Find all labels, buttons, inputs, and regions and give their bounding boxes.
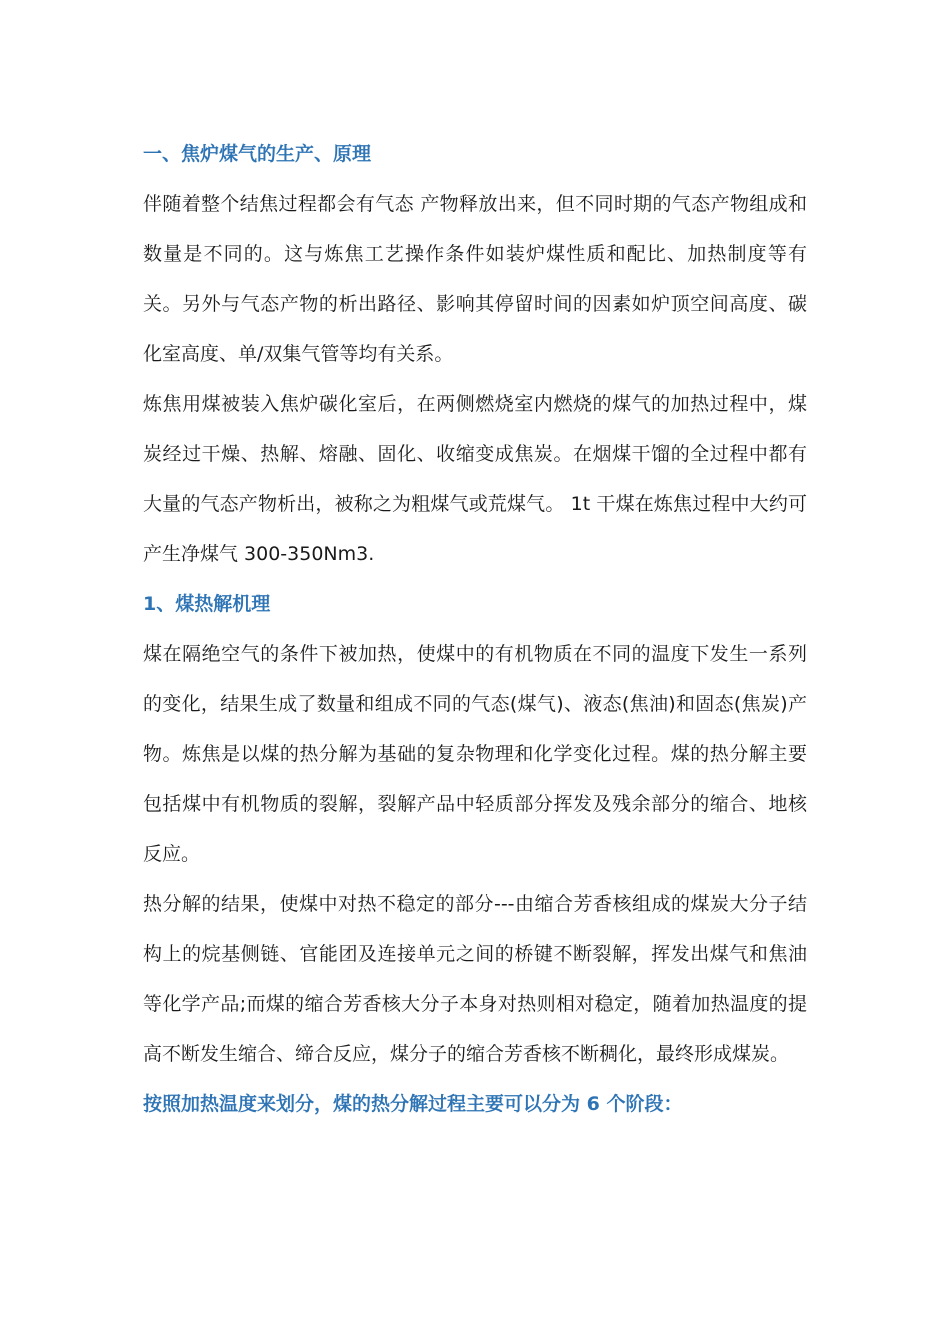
paragraph-gas-release: 伴随着整个结焦过程都会有气态 产物释放出来，但不同时期的气态产物组成和数量是不同的。这与炼焦工艺操作条件如装炉煤性质和配比、加热制度等有关。另外与气态产物的析出路径、影响其停留时间的因素如炉顶空间高度、碳化室高度、单/双集气管等均有关系。 — [143, 193, 807, 365]
paragraph-pyrolysis-result: 热分解的结果，使煤中对热不稳定的部分---由缩合芳香核组成的煤炭大分子结构上的烷基侧链、官能团及连接单元之间的桥键不断裂解，挥发出煤气和焦油等化学产品;而煤的缩合芳香核大分子本身对热则相对稳定，随着加热温度的提高不断发生缩合、缔合反应，煤分子的缩合芳香核不断稠化，最终形成煤炭。 — [143, 893, 807, 1065]
section-heading-pyrolysis-mechanism: 1、煤热解机理 — [143, 593, 271, 615]
section-heading-coke-oven-gas: 一、焦炉煤气的生产、原理 — [143, 143, 372, 165]
section-heading-pyrolysis-stages: 按照加热温度来划分，煤的热分解过程主要可以分为 6 个阶段： — [143, 1093, 683, 1115]
document-body — [143, 129, 807, 1129]
paragraph-coking-process: 炼焦用煤被装入焦炉碳化室后，在两侧燃烧室内燃烧的煤气的加热过程中，煤炭经过干燥、热解、熔融、固化、收缩变成焦炭。在烟煤干馏的全过程中都有大量的气态产物析出，被称之为粗煤气或荒煤气。 1t 干煤在炼焦过程中大约可产生净煤气 300-350Nm3. — [143, 393, 807, 565]
paragraph-pyrolysis-definition: 煤在隔绝空气的条件下被加热，使煤中的有机物质在不同的温度下发生一系列的变化，结果生成了数量和组成不同的气态(煤气)、液态(焦油)和固态(焦炭)产物。炼焦是以煤的热分解为基础的复杂物理和化学变化过程。煤的热分解主要包括煤中有机物质的裂解，裂解产品中轻质部分挥发及残余部分的缩合、地核反应。 — [143, 643, 807, 865]
